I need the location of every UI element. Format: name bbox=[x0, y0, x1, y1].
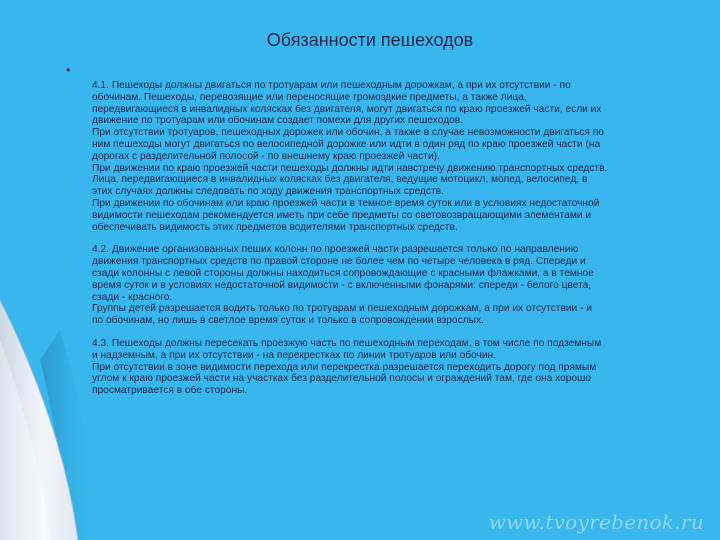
rules-text-block bbox=[92, 80, 712, 408]
bullet-marker: • bbox=[66, 63, 71, 77]
paragraph-4-2: 4.2. Движение организованных пеших колонн по проезжей части разрешается только по направлению движения транспортных средств по правой стороне не более чем по четыре человека в ряд. Спереди и сзади колонны с левой стороны должны находиться сопровождающие с красными флажками, а в темное время суток и в условиях недостаточной видимости - с включенными фонарями: спереди - белого цвета, сзади - красного. Группы детей разрешается водить только по тротуарам и пешеходным дорожкам, а при их отсутствии - и по обочинам, но лишь в светлое время суток и только в сопровождении взрослых. bbox=[92, 244, 594, 327]
paragraph-4-1: 4.1. Пешеходы должны двигаться по тротуарам или пешеходным дорожкам, а при их отсутствии - по обочинам. Пешеходы, перевозящие или переносящие громоздкие предметы, а также лица, передвигающиеся в инвалидных колясках без двигателя, могут двигаться по краю проезжей части, если их движение по тротуарам или обочинам создает помехи для других пешеходов. При отсутствии тротуаров, пешеходных дорожек или обочин, а также в случае невозможности двигаться по ним пешеходы могут двигаться по велосипедной дорожке или идти в один ряд по краю проезжей части (на дорогах с разделительной полосой - по внешнему краю проезжей части). При движении по краю проезжей части пешеходы должны идти навстречу движению транспортных средств. Лица, передвигающиеся в инвалидных колясках без двигателя, ведущие мотоцикл, мопед, велосипед, в этих случаях должны следовать по ходу движения транспортных средств. При движении по обочинам или краю проезжей части в темное время суток или в условиях недостаточной видимости пешеходам рекомендуется иметь при себе предметы со световозвращающими элементами и обеспечивать видимость этих предметов водителями транспортных средств. bbox=[92, 80, 608, 233]
slide-title: Обязанности пешеходов bbox=[266, 30, 474, 50]
paragraph-4-3: 4.3. Пешеходы должны пересекать проезжую часть по пешеходным переходам, в том числе по подземным и надземным, а при их отсутствии - на перекрестках по линии тротуаров или обочин. При отсутствии в зоне видимости перехода или перекрестка разрешается переходить дорогу под прямым углом к краю проезжей части на участках без разделительной полосы и ограждений там, где она хорошо просматривается в обе стороны. bbox=[92, 337, 602, 397]
site-watermark: www.tvoyrebenok.ru bbox=[488, 510, 704, 534]
